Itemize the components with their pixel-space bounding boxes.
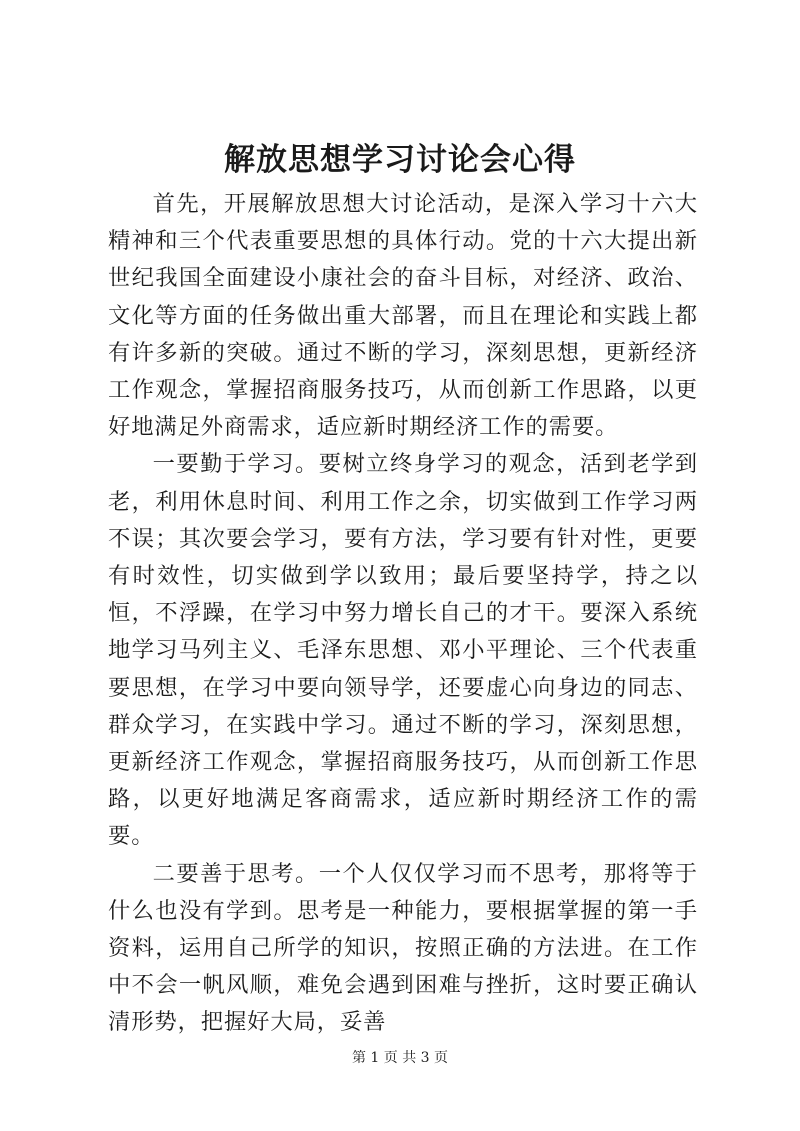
paragraph-study: 一要勤于学习。要树立终身学习的观念，活到老学到老，利用休息时间、利用工作之余，切实做到工作学习两不误；其次要会学习，要有方法，学习要有针对性，更要有时效性，切实做到学以致用；最后要坚持学，持之以恒，不浮躁，在学习中努力增长自己的才干。要深入系统地学习马列主义、毛泽东思想、邓小平理论、三个代表重要思想，在学习中要向领导学，还要虚心向身边的同志、群众学习，在实践中学习。通过不断的学习，深刻思想，更新经济工作观念，掌握招商服务技巧，从而创新工作思路，以更好地满足客商需求，适应新时期经济工作的需要。 [108,451,698,850]
document-body [108,186,698,1042]
paragraph-intro: 首先，开展解放思想大讨论活动，是深入学习十六大精神和三个代表重要思想的具体行动。党的十六大提出新世纪我国全面建设小康社会的奋斗目标，对经济、政治、文化等方面的任务做出重大部署，而且在理论和实践上都有许多新的突破。通过不断的学习，深刻思想，更新经济工作观念，掌握招商服务技巧，从而创新工作思路，以更好地满足外商需求，适应新时期经济工作的需要。 [108,191,698,441]
page-number-footer: 第 1 页 共 3 页 [351,1050,449,1066]
paragraph-think: 二要善于思考。一个人仅仅学习而不思考，那将等于什么也没有学到。思考是一种能力，要根据掌握的第一手资料，运用自己所学的知识，按照正确的方法进。在工作中不会一帆风顺，难免会遇到困难与挫折，这时要正确认清形势，把握好大局，妥善 [108,860,698,1036]
page-title: 解放思想学习讨论会心得 [224,142,576,178]
